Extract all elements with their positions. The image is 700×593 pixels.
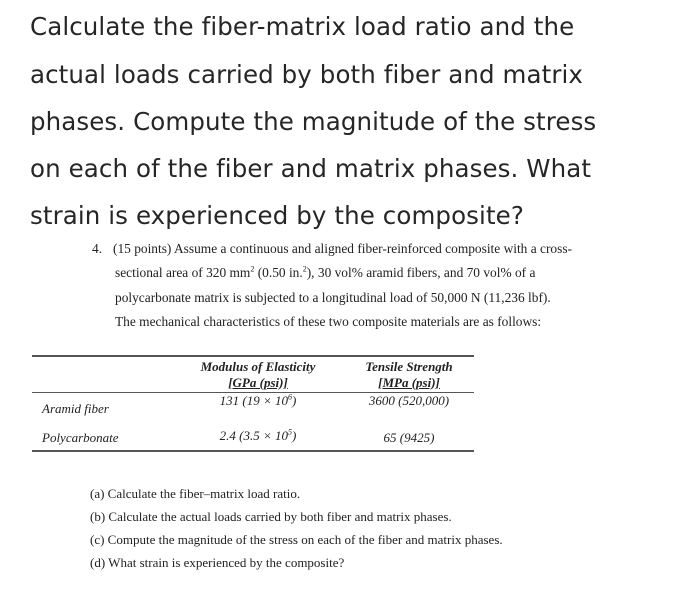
- question-line-1: Calculate the fiber-matrix load ratio and the: [30, 12, 575, 41]
- row-polycarbonate-strength: 65 (9425): [383, 430, 435, 445]
- problem-line-3: polycarbonate matrix is subjected to a longitudinal load of 50,000 N (11,236 lbf).: [115, 290, 551, 305]
- row-aramid-material: Aramid fiber: [42, 401, 109, 416]
- header-modulus-line-1: Modulus of Elasticity: [200, 359, 316, 374]
- problem-line-1: (15 points) Assume a continuous and aligned fiber-reinforced composite with a cross-: [113, 241, 572, 256]
- row-aramid-strength: 3600 (520,000): [368, 393, 450, 408]
- subquestion-c: (c) Compute the magnitude of the stress on each of the fiber and matrix phases.: [90, 532, 503, 547]
- row-aramid-modulus: 131 $(19 \times 10^6)$: [219, 392, 297, 408]
- problem-line-2-sup-1: 2: [250, 264, 255, 274]
- header-strength-line-1: Tensile Strength: [365, 359, 453, 374]
- problem-line-2: [115, 265, 535, 281]
- subquestion-d: (d) What strain is experienced by the composite?: [90, 555, 345, 570]
- question-line-4: on each of the fiber and matrix phases. What: [30, 154, 592, 183]
- subquestion-a: (a) Calculate the fiber–matrix load ratio.: [90, 486, 301, 501]
- problem-line-2-part-c: ), 30 vol% aramid fibers, and 70 vol% of a: [306, 265, 536, 280]
- header-strength-line-2: [MPa (psi)]: [378, 375, 440, 390]
- subquestion-b: (b) Calculate the actual loads carried by both fiber and matrix phases.: [90, 509, 452, 524]
- question-line-2: actual loads carried by both fiber and matrix: [30, 60, 584, 89]
- problem-line-2-part-a: sectional area of 320 mm: [115, 265, 251, 280]
- row-polycarbonate-modulus: 2.4 $(3.5 \times 10^5)$: [219, 427, 297, 443]
- header-modulus-line-2: [GPa (psi)]: [228, 375, 288, 390]
- table-bottom-rule: [32, 450, 474, 452]
- row-polycarbonate-material: Polycarbonate: [42, 430, 119, 445]
- problem-line-4: The mechanical characteristics of these two composite materials are as follows:: [115, 314, 542, 329]
- table-top-rule: [32, 355, 474, 357]
- question-line-5: strain is experienced by the composite?: [30, 201, 524, 230]
- problem-line-2-sup-2: 2: [302, 264, 307, 274]
- problem-line-2-part-b: (0.50 in.: [254, 265, 303, 280]
- question-line-3: phases. Compute the magnitude of the stress: [30, 107, 597, 136]
- problem-number: 4.: [92, 241, 103, 256]
